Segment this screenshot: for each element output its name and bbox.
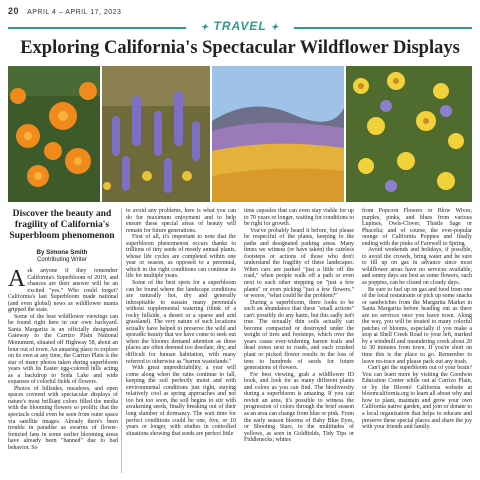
paragraph	[8, 268, 118, 314]
paragraph: Avoid weekends and holidays, if possible, to avoid the crowds, bring water and be sure to fill up on gas in advance since most wildflower areas have no services available, and sunny days are best as some flowers, such as poppies, can be closed on cloudy days.	[362, 247, 472, 287]
photo-hillside	[212, 66, 344, 202]
article-deck: Discover the beauty and fragility of California's Superbloom phenomenon	[9, 208, 115, 241]
paragraph-text: sk anyone if they remember California's Superbloom of 2019, and chances are their answer will be an excited "yes." Who could forget? California's last Superbloom made national (and even global) news as wildflower mania gripped the state.	[8, 268, 118, 314]
body-column-1	[8, 268, 118, 451]
page-number: 20	[8, 6, 20, 16]
paragraph: to avoid any problems, here is what you can do for maximum enjoyment and to help ensure these special areas of beauty will remain for future generations.	[126, 208, 236, 234]
photo-poppies	[8, 66, 100, 202]
article-deck-block	[8, 208, 116, 263]
photo-wildflowers	[346, 66, 472, 202]
paragraph: For best viewing, grab a wildflower ID book, and look for as many different plants and colors as you can find. The biodiversity during a superbloom is amazing. If you can revisit an area, it's possible to witness the progression of colors through the brief season as an area can change from blue or pink. From the early season blooms of Baby Blue Eyes, or Shooting Stars, to the multitudes of yellows, as seen in Goldfields, Tidy Tips or Fiddlenecks; whites	[244, 371, 354, 444]
article-headline: Exploring California's Spectacular Wildflower Displays	[20, 38, 460, 58]
flourish-left-icon: ✦	[200, 22, 210, 32]
paragraph: time capsules that can even stay viable for up to 70 years or longer, waiting for conditions to be right for growth.	[244, 208, 354, 228]
paragraph: Photos of hillsides, meadows, and open spaces covered with spectacular displays of nature's most brilliant colors filled the media with the blooming flowers so prolific that the spectacle could even be seen from outer space via satellite images. Already there's been trouble in paradise as swarms of flower-frenzied fans in some earlier blooming areas have already been "banned" due to bad behavior. So	[8, 385, 118, 451]
section-label	[8, 19, 472, 33]
byline: By Simone Smith	[36, 249, 88, 256]
paragraph: from Popcorn Flowers or Blow Wives; purples, pinks, and blues from various Lupines, Owls-Clover, Thistle Sage or Phacelia; and of course, the ever-popular orange of California Poppies and finally ending with the pinks of Farewell to Spring.	[362, 208, 472, 247]
issue-date: APRIL 4 – APRIL 17, 2023	[27, 9, 122, 16]
paragraph: Some of the best wildflower viewings can be found right here in our own backyard. Santa Margarita is an officially designated Gateway to the Carrizo Plain National Monument, situated off Highway 58, about an hour out of town. An amazing place to explore on its own at any time, the Carrizo Plain is the star of many photos taken during superbloom years with its Easter egg-colored hills acting as a backdrop to Soda Lake and wide expanses of colorful fields of flowers.	[8, 313, 118, 386]
drop-cap: A	[8, 266, 26, 292]
section-label-text: TRAVEL	[213, 19, 267, 33]
body-column-4	[362, 208, 472, 431]
photo-lupines	[102, 66, 210, 202]
paragraph: With great unpredictability, a year will come along when the rains continue to fall, keeping the soil perfectly moist and with environmental conditions just right, staying relatively cool as spring approaches and not too hot too soon, the soil begins to stir with awakening seeds, finally breaking out of their long slumber of dormancy. The wait time for perfect conditions could be one, five, or 10 years or longer, with studies in controlled situations showing that seeds are perfect little	[126, 365, 236, 437]
section-header	[8, 18, 472, 36]
paragraph: First of all, it's important to note that the superbloom phenomenon occurs thanks to trillions of tiny seeds of mostly annual plants, whose life cycles are completed within one year or season, as opposed to a perennial, which in the right conditions can continue its life for multiple years.	[126, 234, 236, 280]
flourish-right-icon: ✦	[270, 22, 280, 32]
paragraph: Some of the best spots for a superbloom can be found where the landscape conditions are naturally hot, dry and generally inhospitable to sustain many perennials without supplemental watering (think of a rocky hillside, a desert or a sparse and arid grassland). The very nature of such locations actually have helped to preserve the wild and sporadic beauty that we have come to seek out when the blooms demand attention as these places are often deemed too desolate, dry, and difficult for human habitation, with many referred to otherwise as "barren wastelands."	[126, 280, 236, 365]
photo-strip	[8, 66, 472, 202]
paragraph: During a superbloom, there looks to be such an abundance that these "small actions" can't possibly do any harm, but this sadly isn't true. The sexually thin soils actually can become compacted or destroyed under the weight of tires and footsteps, which over the years cause ever-widening barren trails and dead zones next to roads, and each crushed plant or picked flower results in the loss of tens to hundreds of seeds for future generations of flowers.	[244, 299, 354, 372]
body-column-2	[126, 208, 236, 437]
paragraph: You've probably heard it before, but please be respectful of the plants, keeping to the paths and designated parking areas. Many times we witness (or have taken) the careless footsteps or actions of those who don't understand the fragility of these landscapes. When cars are parked "just a little off the road," when people walk off a path or even next to each other stepping on "just a few plants" or even picking "just a few flowers," or worse, "what could be the problem?"	[244, 227, 354, 300]
paragraph: Be sure to fuel up on gas and food from one of the local restaurants or pick up some snacks or sandwiches from the Margarita Market in Santa Margarita before heading out as there are no services once you leave town. Along the way, you will be treated to many colorful patches of blooms, especially if you make a stop at Shell Creek Road to your left, marked by a windmill and meandering creek about 20 to 30 minutes from town. If you're short on time this is the place to go. Remember to leave no-trace and please pack out any trash.	[362, 286, 472, 365]
section-rule-right	[294, 27, 472, 29]
body-column-3	[244, 208, 354, 444]
column-divider	[121, 208, 122, 473]
paragraph: Can't get the superbloom out of your brain? You can learn more by visiting the Goodwin Education Center while out at Carrizo Plain, or by the Bloom! California website at bloomcalifornia.org to learn all about why and how to plant, maintain and grow your own California native garden, and join or donate to a local organization that helps to educate and preserve these special places and share the joy with your friends and family.	[362, 365, 472, 431]
byline-role: Contributing Writer	[37, 257, 87, 263]
